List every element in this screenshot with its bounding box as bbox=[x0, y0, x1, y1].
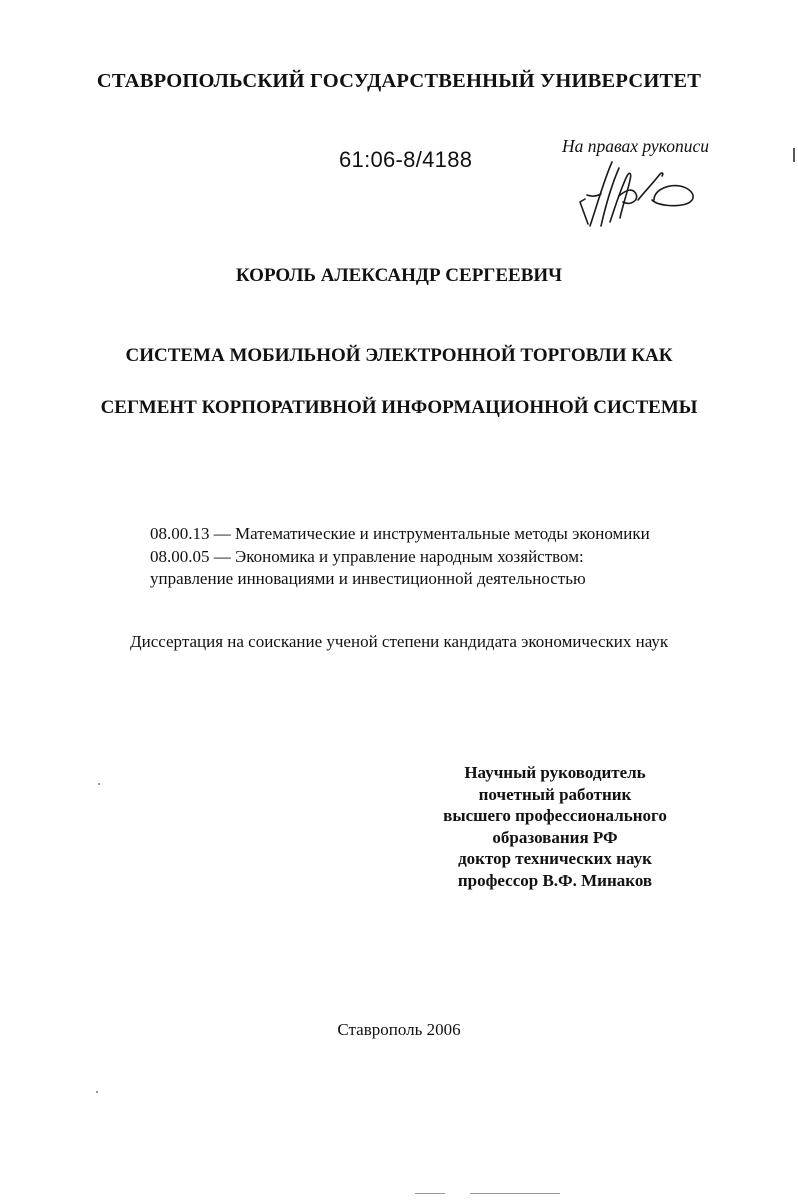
specialty-codes bbox=[150, 523, 650, 591]
author-name: КОРОЛЬ АЛЕКСАНДР СЕРГЕЕВИЧ bbox=[235, 265, 563, 286]
title-line-1: СИСТЕМА МОБИЛЬНОЙ ЭЛЕКТРОННОЙ ТОРГОВЛИ КАК bbox=[125, 345, 673, 366]
scan-speck bbox=[96, 1091, 98, 1093]
specialty-line: 08.00.13 — Математические и инструментальные методы экономики bbox=[150, 524, 650, 543]
supervisor-line: почетный работник bbox=[478, 784, 632, 804]
scan-speck bbox=[415, 1193, 445, 1194]
shelfmark-number: 61:06-8/4188 bbox=[339, 147, 473, 172]
supervisor-line: образования РФ bbox=[492, 827, 618, 847]
supervisor-line: Научный руководитель bbox=[464, 763, 646, 782]
title-line-2: СЕГМЕНТ КОРПОРАТИВНОЙ ИНФОРМАЦИОННОЙ СИСТЕМЫ bbox=[100, 397, 698, 418]
supervisor-line: профессор В.Ф. Минаков bbox=[457, 870, 653, 890]
city-year: Ставрополь 2006 bbox=[337, 1020, 461, 1039]
author-signature bbox=[572, 152, 707, 232]
specialty-line: 08.00.05 — Экономика и управление народным хозяйством: bbox=[150, 546, 584, 566]
supervisor-line: высшего профессионального bbox=[443, 806, 667, 825]
supervisor-block bbox=[405, 762, 705, 891]
university-name: СТАВРОПОЛЬСКИЙ ГОСУДАРСТВЕННЫЙ УНИВЕРСИТЕТ bbox=[96, 70, 702, 92]
rights-note: На правах рукописи bbox=[562, 136, 709, 156]
scan-edge-mark bbox=[793, 148, 795, 162]
supervisor-line: доктор технических наук bbox=[458, 849, 652, 868]
scan-speck bbox=[98, 783, 100, 785]
scan-speck bbox=[470, 1193, 560, 1194]
dissertation-statement: Диссертация на соискание ученой степени кандидата экономических наук bbox=[130, 632, 669, 651]
specialty-line: управление инновациями и инвестиционной деятельностью bbox=[150, 569, 586, 588]
